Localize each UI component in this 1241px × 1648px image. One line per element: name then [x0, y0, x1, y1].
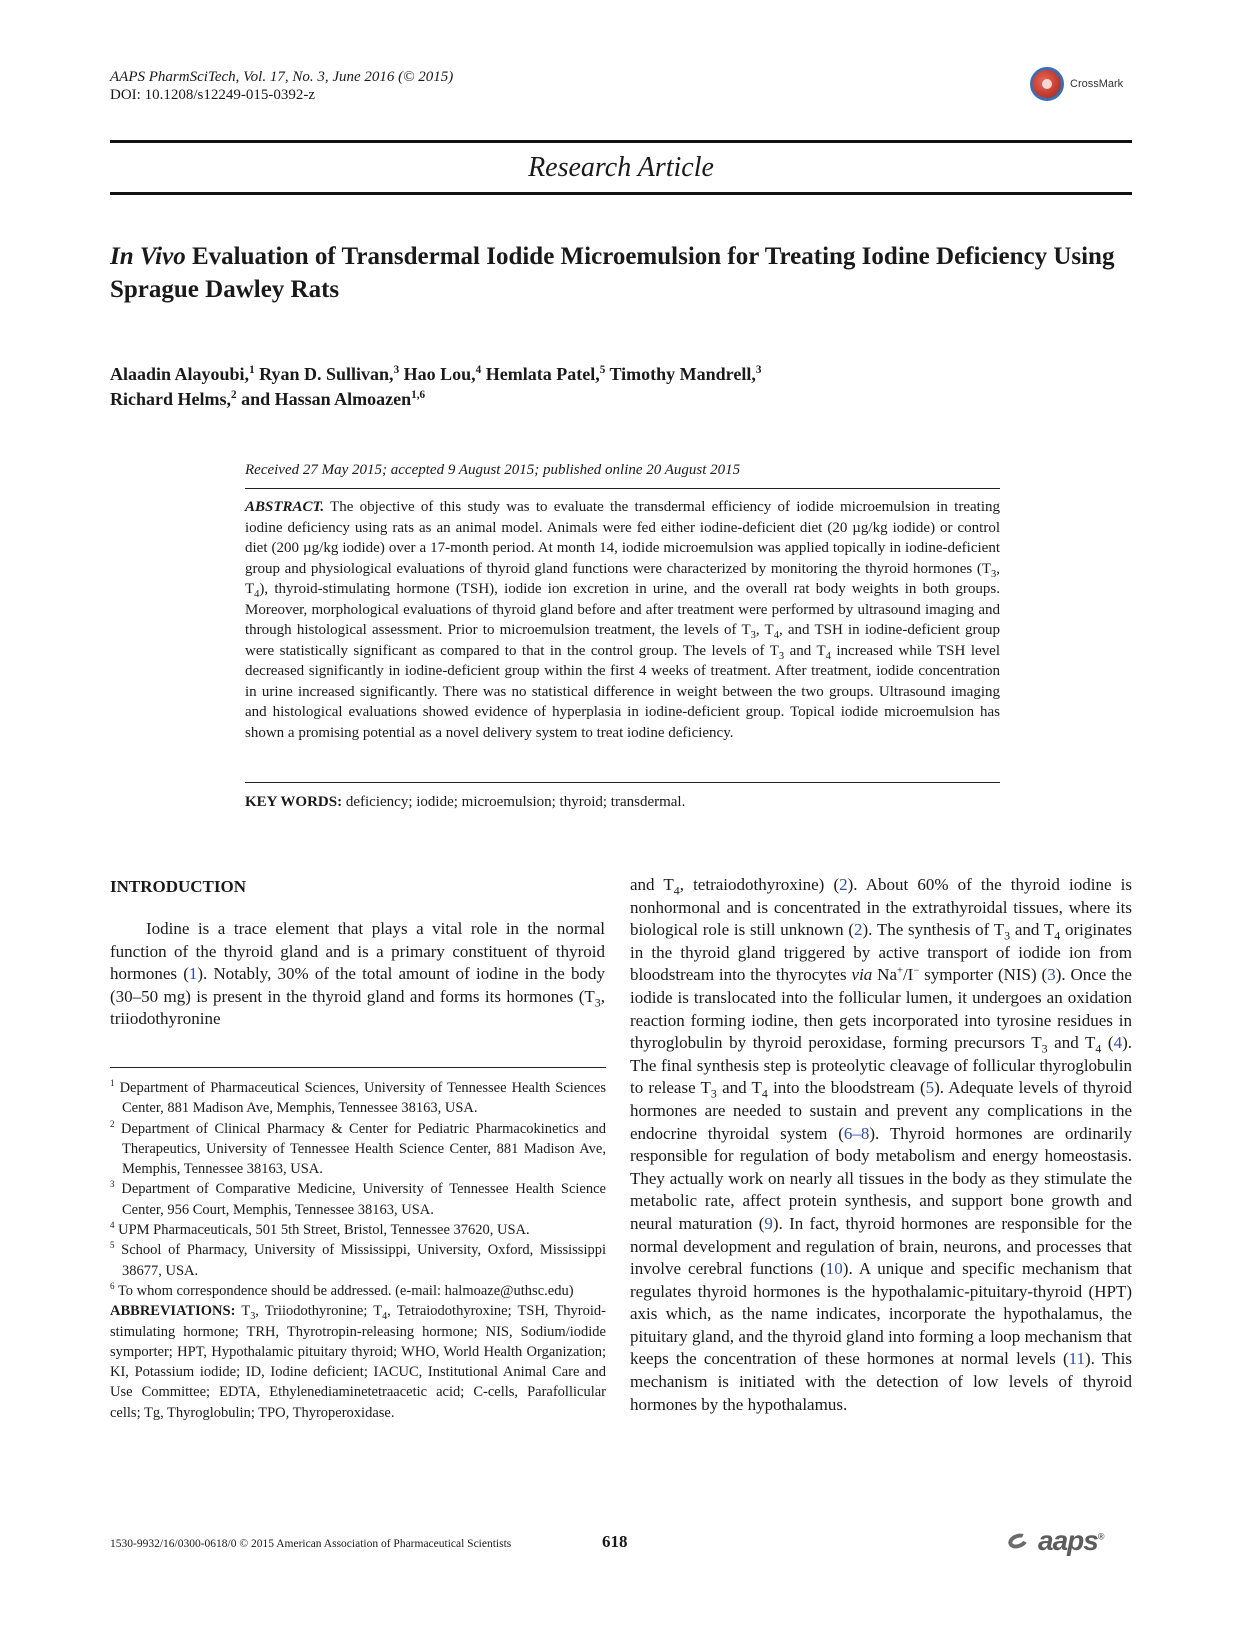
author-aff: 3: [755, 364, 762, 376]
subscript: 4: [254, 589, 260, 600]
text: ). Adequate levels of thyroid hormones are needed to sustain and prevent any complications in the endocrine thyroidal system (: [630, 1078, 1132, 1143]
text: ). About 60% of the thyroid iodine is nonhormonal and is concentrated in the extrathyroidal tissues, where its biological role is still unknown (: [630, 875, 1132, 940]
text: and T: [1010, 920, 1055, 940]
subscript: 4: [673, 883, 680, 898]
text: Iodine is a trace element that plays a vital role in the normal function of the thyroid gland and is a primary constituent of thyroid hormones (: [110, 919, 605, 984]
crossmark-icon: [1030, 67, 1064, 101]
title-italic: In Vivo: [110, 243, 186, 270]
text: ). The synthesis of T: [862, 920, 1005, 940]
subscript: 4: [773, 630, 779, 641]
text: , Tetraiodothyroxine; TSH, Thyroid-stimulating hormone; TRH, Thyrotropin-releasing hormone; NIS, Sodium/iodide symporter; HPT, Hypothalamic pituitary thyroid; WHO, World Health Organization; KI, Potassium iodide; ID, Iodine deficient; IACUC, Institutional Animal Care and Use Committee; EDTA, Ethylenediaminetetraacetic acid; C-cells, Parafollicular cells; Tg, Thyroglobulin; TPO, Thyroperoxidase.: [110, 1303, 606, 1421]
subscript: 4: [1095, 1041, 1102, 1056]
citation-link[interactable]: 1: [188, 964, 198, 984]
subscript: 4: [1054, 928, 1061, 943]
footnote-num: 5: [110, 1240, 115, 1251]
footnote: [110, 1240, 606, 1281]
doi-line[interactable]: DOI: 10.1208/s12249-015-0392-z: [110, 87, 315, 103]
superscript: −: [913, 965, 920, 977]
subscript: 3: [710, 1086, 717, 1101]
author: Richard Helms,: [110, 389, 231, 409]
author-aff: 1,6: [411, 389, 426, 401]
abstract-text: The objective of this study was to evaluate the transdermal efficiency of iodide microemulsion in treating iodine deficiency using rats as an animal model. Animals were fed either iodine-deficient diet (20 µg/kg iodide) or control diet (200 µg/kg iodide) over a 17-month period. At month 14, iodide microemulsion was applied topically in iodine-deficient group and physiological evaluations of thyroid gland functions were characterized by monitoring the thyroid hormones (T: [245, 499, 1000, 577]
author-aff: 1: [249, 364, 255, 376]
author-list: [110, 362, 1110, 412]
subscript: 3: [1041, 1041, 1048, 1056]
text: (: [1101, 1033, 1114, 1053]
citation-link[interactable]: 2: [854, 920, 863, 940]
journal-citation: [110, 68, 453, 104]
footnote: [110, 1220, 606, 1240]
citation-link[interactable]: 4: [1113, 1033, 1123, 1053]
abstract-text: , T: [755, 622, 774, 638]
superscript: +: [897, 965, 903, 977]
section-label-text: Research Article: [528, 152, 714, 183]
text: ). In fact, thyroid hormones are responsible for the normal development and regulation of brain, neurons, and processes that involve cerebral functions (: [630, 1213, 1133, 1279]
text: /I: [902, 965, 914, 985]
abstract-rule-bottom: [245, 782, 1000, 783]
page-number: 618: [602, 1532, 628, 1551]
footnote-num: 1: [110, 1078, 115, 1089]
abstract-text: increased while TSH level decreased significantly in iodine-deficient group within the first 4 weeks of treatment. After treatment, iodide concentration in urine increased significantly. There was no statistical difference in weight between the two groups. Ultrasound imaging and histological evaluations showed evidence of hyperplasia in iodine-deficient group. Topical iodide microemulsion has shown a promising potential as a novel delivery system to treat iodine deficiency.: [245, 642, 1000, 741]
citation-link[interactable]: 9: [764, 1213, 773, 1233]
header-rule-bottom: [110, 192, 1132, 195]
aaps-swoosh-icon: [1008, 1530, 1032, 1552]
author: Hemlata Patel,: [485, 364, 600, 384]
author: Ryan D. Sullivan,: [259, 364, 394, 384]
citation-link[interactable]: 3: [1047, 965, 1056, 985]
section-heading-introduction: INTRODUCTION: [110, 877, 247, 896]
abstract-text: , and TSH in iodine-deficient group were statistically significant as compared to that in the control group. The levels of T: [245, 622, 1000, 659]
journal-line: AAPS PharmSciTech, Vol. 17, No. 3, June 2016 (© 2015): [110, 69, 454, 85]
citation-link[interactable]: 5: [925, 1078, 935, 1098]
text: T: [235, 1303, 251, 1320]
text: and T: [716, 1078, 762, 1098]
footnote-text: School of Pharmacy, University of Mississippi, University, Oxford, Mississippi 38677, USA.: [121, 1242, 607, 1279]
intro-left-column: [110, 918, 605, 1031]
citation-link[interactable]: 10: [825, 1259, 843, 1279]
abstract-text: and T: [784, 642, 826, 659]
subscript: 3: [250, 1311, 256, 1323]
footnote-rule: [110, 1067, 606, 1068]
subscript: 3: [594, 995, 601, 1010]
text: into the bloodstream (: [767, 1078, 926, 1098]
text: , triiodothyronine: [110, 986, 605, 1029]
footnote-text: Department of Comparative Medicine, University of Tennessee Health Science Center, 956 Court, Memphis, Tennessee 38163, USA.: [121, 1181, 606, 1218]
text: , Triiodothyronine; T: [255, 1303, 383, 1320]
abstract-text: ), thyroid-stimulating hormone (TSH), iodide ion excretion in urine, and the overall rat body weights in both groups. Moreover, morphological evaluations of thyroid gland before and after treatment were performed by ultrasound imaging and through histological assessment. Prior to microemulsion treatment, the levels of T: [245, 581, 1000, 638]
abstract: [245, 497, 1000, 743]
text: ). The final synthesis step is proteolytic cleavage of follicular thyroglobulin to release T: [630, 1033, 1133, 1098]
abbreviations: [110, 1301, 606, 1423]
footnote-text: To whom correspondence should be addressed. (e-mail: halmoaze@uthsc.edu): [117, 1282, 574, 1299]
issn-copyright: 1530-9932/16/0300-0618/0 © 2015 American Association of Pharmaceutical Scientists: [110, 1538, 512, 1550]
citation-link[interactable]: 11: [1068, 1349, 1085, 1369]
title-rest: Evaluation of Transdermal Iodide Microemulsion for Treating Iodine Deficiency Using Sprague Dawley Rats: [110, 243, 1115, 303]
subscript: 3: [778, 650, 785, 662]
header-rule-top: [110, 140, 1132, 143]
footnote-text: Department of Pharmaceutical Sciences, University of Tennessee Health Sciences Center, 881 Madison Ave, Memphis, Tennessee 38163, USA.: [119, 1080, 607, 1117]
footnotes: [110, 1078, 606, 1423]
abstract-text: , T: [245, 560, 1000, 597]
aaps-wordmark: [1038, 1525, 1103, 1557]
abstract-rule-top: [245, 488, 1000, 489]
crossmark-label: CrossMark: [1070, 78, 1124, 90]
text: ). This mechanism is initiated with the detection of low levels of thyroid hormones by the hypothalamus.: [630, 1349, 1133, 1414]
footnote-text: Department of Clinical Pharmacy & Center for Pediatric Pharmacokinetics and Therapeutics, University of Tennessee Health Science Center, 881 Madison Ave, Memphis, Tennessee 38163, USA.: [120, 1120, 607, 1178]
text: and T: [1047, 1033, 1096, 1053]
text: ). Thyroid hormones are ordinarily responsible for regulation of body metabolism and energy homeostasis. They actually work on nearly all tissues in the body as they stimulate the metabolic rate, affect protein synthesis, and support bone growth and neural maturation (: [630, 1123, 1132, 1233]
section-label: [110, 152, 1132, 184]
footnote: [110, 1119, 606, 1180]
article-title: [110, 240, 1140, 306]
text: symporter (NIS) (: [919, 965, 1048, 985]
text: , tetraiodothyroxine) (: [679, 875, 840, 894]
author: Hao Lou,: [403, 364, 476, 384]
subscript: 4: [761, 1086, 768, 1101]
subscript: 3: [1004, 928, 1011, 943]
author: Timothy Mandrell,: [609, 364, 756, 384]
author-aff: 5: [599, 364, 606, 376]
keywords-label: KEY WORDS:: [245, 794, 343, 810]
author-aff: 3: [393, 364, 400, 376]
text-italic: via: [851, 965, 873, 985]
footnote-text: UPM Pharmaceuticals, 501 5th Street, Bristol, Tennessee 37620, USA.: [118, 1222, 530, 1239]
keywords: [245, 794, 1000, 811]
footnote: [110, 1179, 606, 1220]
text: ). Once the iodide is translocated into the follicular lumen, it undergoes an oxidation reaction forming iodine, then gets incorporated into tyrosine residues in thyroglobulin by thyroid peroxidase, forming precursors T: [630, 965, 1132, 1053]
crossmark-badge[interactable]: [1030, 66, 1140, 102]
footnote-num: 3: [110, 1179, 115, 1190]
author-aff: 4: [475, 364, 482, 376]
paragraph: [110, 918, 605, 1031]
received-dates: Received 27 May 2015; accepted 9 August 2015; published online 20 August 2015: [245, 462, 741, 478]
footnote-num: 2: [110, 1118, 115, 1129]
intro-right-column: [630, 874, 1132, 1416]
footnote: [110, 1078, 606, 1119]
subscript: 4: [825, 650, 831, 662]
author: Alaadin Alayoubi,: [110, 364, 250, 384]
text: ). Notably, 30% of the total amount of iodine in the body (30–50 mg) is present in the thyroid gland and forms its hormones (T: [110, 964, 605, 1006]
footnote-num: 4: [110, 1220, 115, 1231]
abbreviations-label: ABBREVIATIONS:: [110, 1303, 236, 1320]
author: and Hassan Almoazen: [241, 389, 412, 409]
citation-link[interactable]: 2: [839, 875, 848, 894]
text: and T: [630, 875, 674, 894]
author-aff: 2: [231, 389, 237, 401]
footnote: [110, 1281, 606, 1301]
citation-link[interactable]: 6–8: [843, 1123, 870, 1143]
aaps-logo: [1008, 1527, 1136, 1555]
footnote-num: 6: [110, 1281, 115, 1292]
text: originates in the thyroid gland triggered by active transport of iodide ion from bloodstream into the thyrocytes: [630, 920, 1132, 985]
paragraph: [630, 874, 1132, 1416]
text: Na: [872, 965, 897, 985]
subscript: 3: [991, 568, 997, 580]
subscript: 3: [750, 630, 756, 641]
abstract-label: ABSTRACT.: [245, 499, 325, 515]
text: ). A unique and specific mechanism that regulates thyroid hormones is the hypothalamic-pituitary-thyroid (HPT) axis which, as the name indicates, incorporate the hypothalamus, the pituitary gland, and the thyroid gland into forming a loop mechanism that keeps the concentration of these hormones at normal levels (: [630, 1259, 1132, 1369]
logo-text: aaps: [1038, 1525, 1098, 1556]
keywords-text: deficiency; iodide; microemulsion; thyroid; transdermal.: [342, 794, 686, 810]
subscript: 4: [382, 1311, 388, 1323]
logo-reg: ®: [1097, 1531, 1104, 1542]
